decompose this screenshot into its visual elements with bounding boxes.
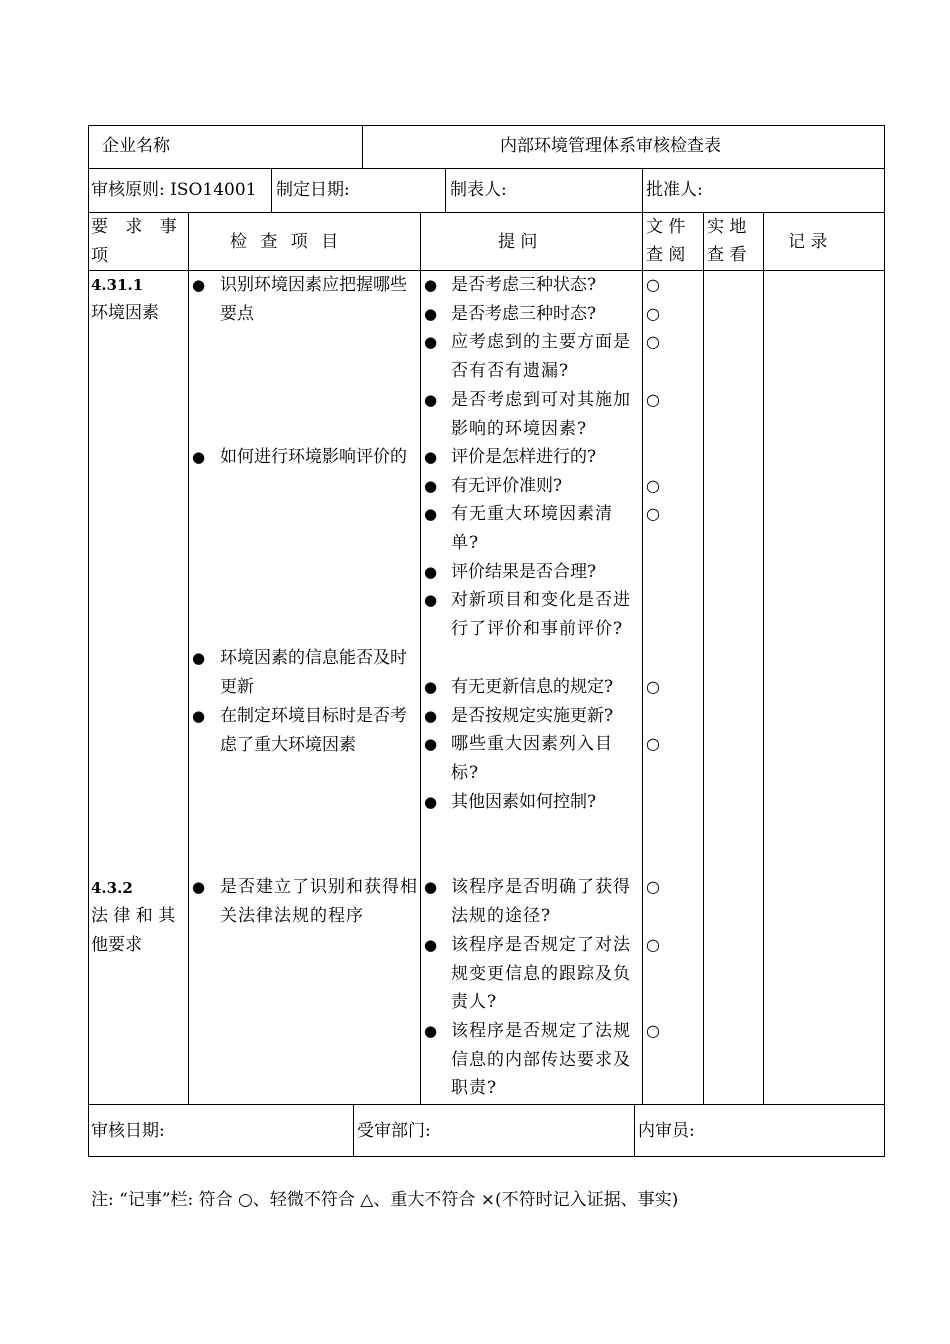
bullet-icon: ● [424, 333, 438, 351]
doc-review-mark: ○ [646, 734, 660, 753]
section-code: 4.3.2 [91, 879, 133, 897]
question-item: 是否按规定实施更新? [451, 706, 614, 726]
question-item: 其他因素如何控制? [451, 792, 597, 812]
audited-dept: 受审部门: [357, 1121, 431, 1141]
section-code: 4.31.1 [91, 276, 144, 294]
table-rule [445, 168, 446, 212]
audit-criteria: 审核原则: ISO14001 [91, 180, 257, 200]
bullet-icon: ● [424, 477, 438, 495]
bullet-icon: ● [424, 678, 438, 696]
col-doc-review-1: 文 件 [646, 217, 686, 237]
table-rule [88, 212, 885, 213]
bullet-icon: ● [192, 649, 206, 667]
bullet-icon: ● [424, 563, 438, 581]
question-item: 是否考虑三种时态? [451, 304, 597, 324]
question-item: 是否考虑到可对其施加影响的环境因素? [451, 390, 631, 439]
legend-note: 注: “记事”栏: 符合 ○、轻微不符合 △、重大不符合 ×(不符时记入证据、事实) [91, 1190, 679, 1210]
table-rule [420, 212, 421, 1104]
bullet-icon: ● [424, 878, 438, 896]
company-name-label: 企业名称 [102, 136, 170, 156]
doc-review-mark: ○ [646, 677, 660, 696]
section-name: 环境因素 [91, 303, 159, 323]
question-item: 是否考虑三种状态? [451, 275, 597, 295]
bullet-icon: ● [192, 707, 206, 725]
doc-review-mark: ○ [646, 1021, 660, 1040]
table-rule [353, 1104, 354, 1157]
col-question: 提 问 [498, 232, 538, 252]
prepared-by: 制表人: [450, 180, 507, 200]
table-rule [362, 125, 363, 168]
doc-review-mark: ○ [646, 304, 660, 323]
table-rule [88, 1104, 885, 1105]
table-rule [703, 212, 704, 1104]
doc-review-mark: ○ [646, 877, 660, 896]
bullet-icon: ● [424, 936, 438, 954]
doc-review-mark: ○ [646, 935, 660, 954]
auditor: 内审员: [638, 1121, 695, 1141]
col-site-1: 实 地 [707, 217, 747, 237]
question-item: 有无评价准则? [451, 476, 563, 496]
bullet-icon: ● [192, 276, 206, 294]
bullet-icon: ● [424, 707, 438, 725]
bullet-icon: ● [424, 391, 438, 409]
bullet-icon: ● [424, 1022, 438, 1040]
check-item: 在制定环境目标时是否考虑了重大环境因素 [220, 706, 407, 755]
bullet-icon: ● [424, 276, 438, 294]
bullet-icon: ● [424, 735, 438, 753]
question-item: 对新项目和变化是否进行了评价和事前评价? [451, 590, 631, 639]
bullet-icon: ● [424, 591, 438, 609]
table-rule [88, 168, 885, 169]
col-site-2: 查 看 [707, 245, 747, 265]
table-rule [763, 212, 764, 1104]
question-item: 评价结果是否合理? [451, 562, 597, 582]
doc-review-mark: ○ [646, 332, 660, 351]
doc-review-mark: ○ [646, 390, 660, 409]
col-doc-review-2: 查 阅 [646, 245, 686, 265]
col-record: 记 录 [788, 232, 828, 252]
bullet-icon: ● [424, 793, 438, 811]
approved-by: 批准人: [646, 180, 703, 200]
table-rule [642, 212, 643, 1104]
col-check-item: 检 查 项 目 [230, 232, 343, 252]
form-title: 内部环境管理体系审核检查表 [500, 136, 721, 156]
question-item: 该程序是否规定了对法规变更信息的跟踪及负责人? [451, 935, 631, 1013]
question-item: 评价是怎样进行的? [451, 447, 597, 467]
date-made: 制定日期: [276, 180, 350, 200]
audit-date: 审核日期: [91, 1121, 165, 1141]
doc-review-mark: ○ [646, 275, 660, 294]
question-item: 应考虑到的主要方面是否有否有遗漏? [451, 332, 631, 381]
bullet-icon: ● [424, 305, 438, 323]
question-item: 有无更新信息的规定? [451, 677, 614, 697]
question-item: 该程序是否规定了法规信息的内部传达要求及职责? [451, 1021, 631, 1099]
table-rule [642, 168, 643, 212]
question-item: 有无重大环境因素清单? [451, 504, 613, 553]
col-requirement: 要 求 事 项 [91, 217, 183, 266]
table-rule [634, 1104, 635, 1157]
table-rule [271, 168, 272, 212]
bullet-icon: ● [424, 505, 438, 523]
bullet-icon: ● [192, 448, 206, 466]
table-rule [188, 212, 189, 1104]
doc-review-mark: ○ [646, 504, 660, 523]
check-item: 如何进行环境影响评价的 [220, 447, 407, 467]
check-item: 识别环境因素应把握哪些要点 [220, 275, 407, 324]
bullet-icon: ● [424, 448, 438, 466]
check-item: 是否建立了识别和获得相关法律法规的程序 [220, 877, 418, 926]
bullet-icon: ● [192, 878, 206, 896]
question-item: 哪些重大因素列入目标? [451, 734, 613, 783]
question-item: 该程序是否明确了获得法规的途径? [451, 877, 631, 926]
doc-review-mark: ○ [646, 476, 660, 495]
check-item: 环境因素的信息能否及时更新 [220, 648, 407, 697]
section-name: 法 律 和 其 他要求 [91, 906, 176, 955]
